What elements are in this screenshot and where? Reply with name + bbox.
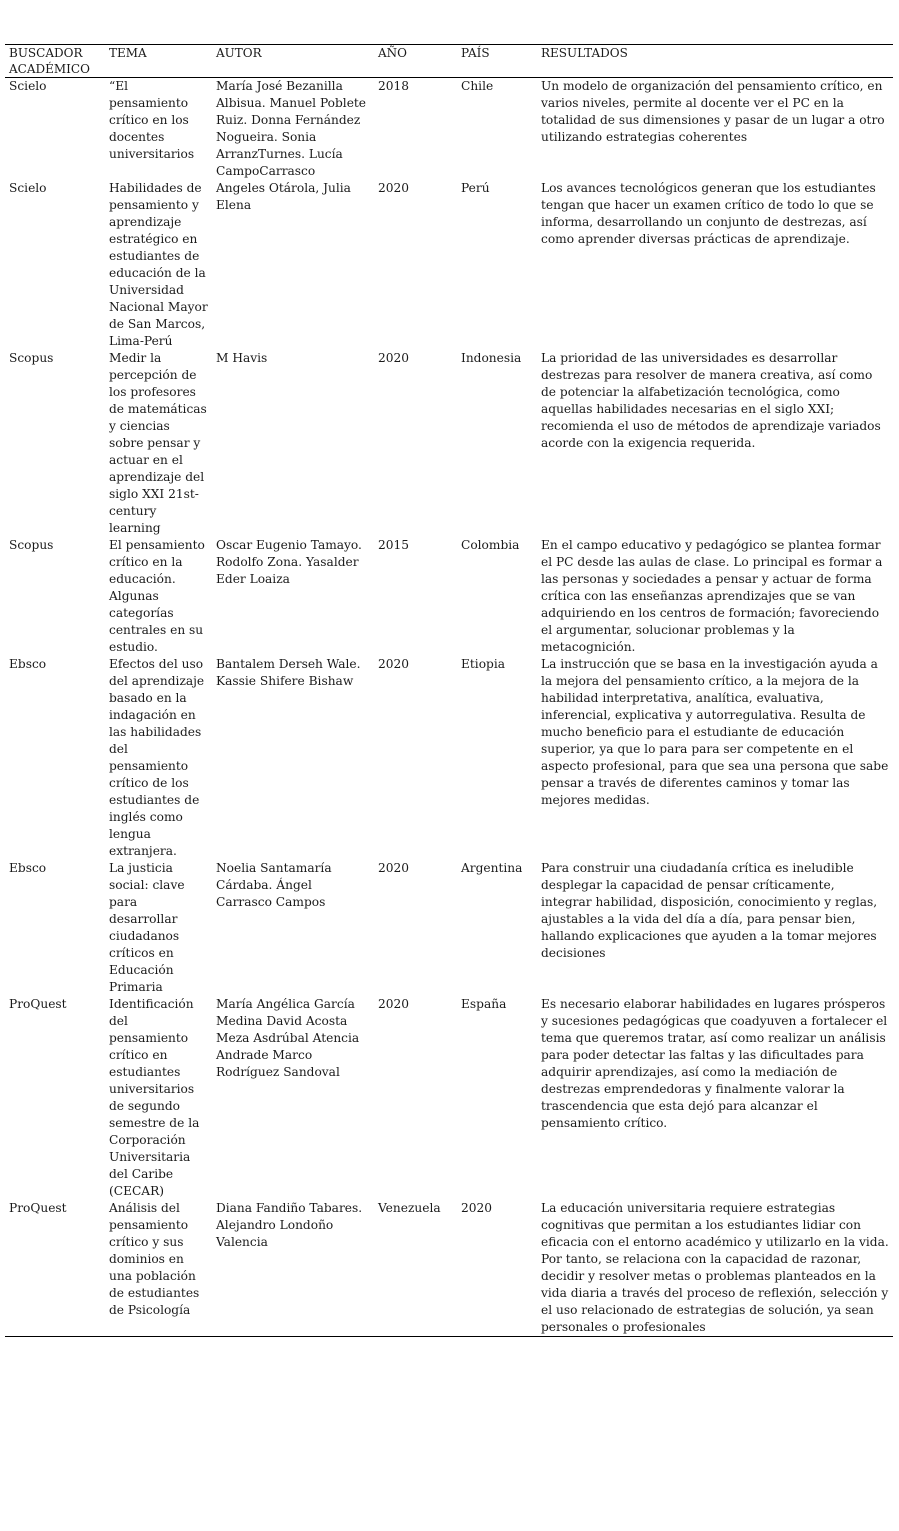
cell-tema: Medir la percepción de los profesores de matemáticas y ciencias sobre pensar y actuar en el aprendizaje del siglo XXI 21st-century learning [109,351,207,535]
cell-pais: Etiopia [461,657,505,671]
header-pais: PAÍS [457,45,537,78]
header-resultados: RESULTADOS [537,45,893,78]
cell-anio: 2020 [378,181,410,195]
cell-autor: Noelia Santamaría Cárdaba. Ángel Carrasco Campos [216,861,332,909]
table-row [5,996,893,1200]
cell-anio: 2020 [378,861,410,875]
cell-tema: La justicia social: clave para desarrollar ciudadanos críticos en Educación Primaria [109,861,185,994]
cell-pais: 2020 [457,1200,537,1337]
table-row [5,1200,893,1337]
header-anio: AÑO [374,45,457,78]
cell-tema: Habilidades de pensamiento y aprendizaje estratégico en estudiantes de educación de la Universidad Nacional Mayor de San Marcos, Lima-Perú [109,181,208,348]
cell-buscador: Ebsco [9,657,47,671]
cell-resultados: La educación universitaria requiere estrategias cognitivas que permitan a los estudiantes lidiar con eficacia con el entorno académico y utilizarlo en la vida. Por tanto, se relaciona con la capacidad de razonar, decidir y resolver metas o problemas planteados en la vida diaria a través del proceso de reflexión, selección y el uso relacionado de estrategias de solución, ya sean personales o profesionales [537,1200,893,1337]
cell-buscador: Scopus [9,351,54,365]
cell-autor: Bantalem Derseh Wale. Kassie Shifere Bishaw [216,657,361,688]
cell-resultados: Un modelo de organización del pensamiento crítico, en varios niveles, permite al docente ver el PC en la totalidad de sus dimensiones y pasar de un lugar a otro utilizando estrategias coherentes [541,79,885,144]
header-buscador: BUSCADOR ACADÉMICO [5,45,105,78]
cell-buscador: ProQuest [9,997,67,1011]
cell-resultados: Para construir una ciudadanía crítica es ineludible desplegar la capacidad de pensar críticamente, integrar habilidad, disposición, conocimiento y reglas, ajustables a la vida del día a día, para pensar bien, hallando explicaciones que ayuden a la tomar mejores decisiones [541,861,878,960]
cell-anio: 2020 [378,351,410,365]
cell-anio: 2020 [378,997,410,1011]
table-row [5,860,893,996]
cell-tema: “El pensamiento crítico en los docentes universitarios [109,79,195,161]
table-row [5,656,893,860]
cell-pais: Colombia [461,538,520,552]
cell-resultados: En el campo educativo y pedagógico se plantea formar el PC desde las aulas de clase. Lo principal es formar a las personas y sociedades a pensar y actuar de forma crítica con las enseñanzas aprendizajes que se van adquiriendo en los centros de formación; favoreciendo el argumentar, solucionar problemas y la metacognición. [541,538,883,654]
cell-resultados: La instrucción que se basa en la investigación ayuda a la mejora del pensamiento crítico, a la mejora de la habilidad interpretativa, analítica, evaluativa, inferencial, explicativa y autorregulativa. Resulta de mucho beneficio para el estudiante de educación superior, ya que lo para para ser competente en el aspecto profesional, para que sea una persona que sabe pensar a través de diferentes caminos y tomar las mejores medidas. [541,657,889,807]
cell-buscador: Scopus [9,538,54,552]
table-row [5,350,893,537]
cell-resultados: Es necesario elaborar habilidades en lugares prósperos y sucesiones pedagógicas que coadyuven a fortalecer el tema que queremos tratar, así como realizar un análisis para poder detectar las faltas y las dificultades para adquirir aprendizajes, así como la mediación de destrezas emprendedoras y finalmente valorar la trascendencia que esta dejó para alcanzar el pensamiento crítico. [541,997,888,1130]
table-row [5,180,893,350]
cell-buscador: ProQuest [5,1200,105,1337]
cell-resultados: Los avances tecnológicos generan que los estudiantes tengan que hacer un examen crítico de todo lo que se informa, desarrollando un conjunto de destrezas, así como aprender diversas prácticas de aprendizaje. [541,181,876,246]
cell-anio: Venezuela [374,1200,457,1337]
cell-autor: M Havis [216,351,268,365]
cell-resultados: La prioridad de las universidades es desarrollar destrezas para resolver de manera creativa, así como de potenciar la alfabetización tecnológica, como aquellas habilidades necesarias en el siglo XXI; recomienda el uso de métodos de aprendizaje variados acorde con la exigencia requerida. [541,351,881,450]
cell-tema: Análisis del pensamiento crítico y sus dominios en una población de estudiantes de Psicología [105,1200,212,1337]
cell-anio: 2020 [378,657,410,671]
cell-pais: España [461,997,507,1011]
literature-review-table [5,44,893,1337]
table-row [5,78,893,181]
table-body [5,78,893,1337]
cell-autor: Angeles Otárola, Julia Elena [216,181,351,212]
cell-pais: Argentina [461,861,523,875]
cell-autor: Oscar Eugenio Tamayo. Rodolfo Zona. Yasalder Eder Loaiza [216,538,362,586]
cell-tema: El pensamiento crítico en la educación. Algunas categorías centrales en su estudio. [109,538,205,654]
cell-buscador: Scielo [9,181,47,195]
cell-autor: Diana Fandiño Tabares. Alejandro Londoño Valencia [212,1200,374,1337]
cell-buscador: Scielo [9,79,47,93]
cell-pais: Indonesia [461,351,522,365]
cell-tema: Efectos del uso del aprendizaje basado en la indagación en las habilidades del pensamiento crítico de los estudiantes de inglés como lengua extranjera. [109,657,205,858]
table-row [5,537,893,656]
cell-pais: Perú [461,181,490,195]
cell-buscador: Ebsco [9,861,47,875]
header-row [5,45,893,78]
cell-anio: 2015 [378,538,410,552]
table-header [5,45,893,78]
cell-autor: María José Bezanilla Albisua. Manuel Poblete Ruiz. Donna Fernández Nogueira. Sonia ArranzTurnes. Lucía CampoCarrasco [216,79,367,178]
header-autor: AUTOR [212,45,374,78]
cell-tema: Identificación del pensamiento crítico en estudiantes universitarios de segundo semestre de la Corporación Universitaria del Caribe (CECAR) [109,997,200,1198]
header-tema: TEMA [105,45,212,78]
cell-autor: María Angélica García Medina David Acosta Meza Asdrúbal Atencia Andrade Marco Rodríguez Sandoval [216,997,360,1079]
cell-anio: 2018 [378,79,410,93]
cell-pais: Chile [461,79,494,93]
